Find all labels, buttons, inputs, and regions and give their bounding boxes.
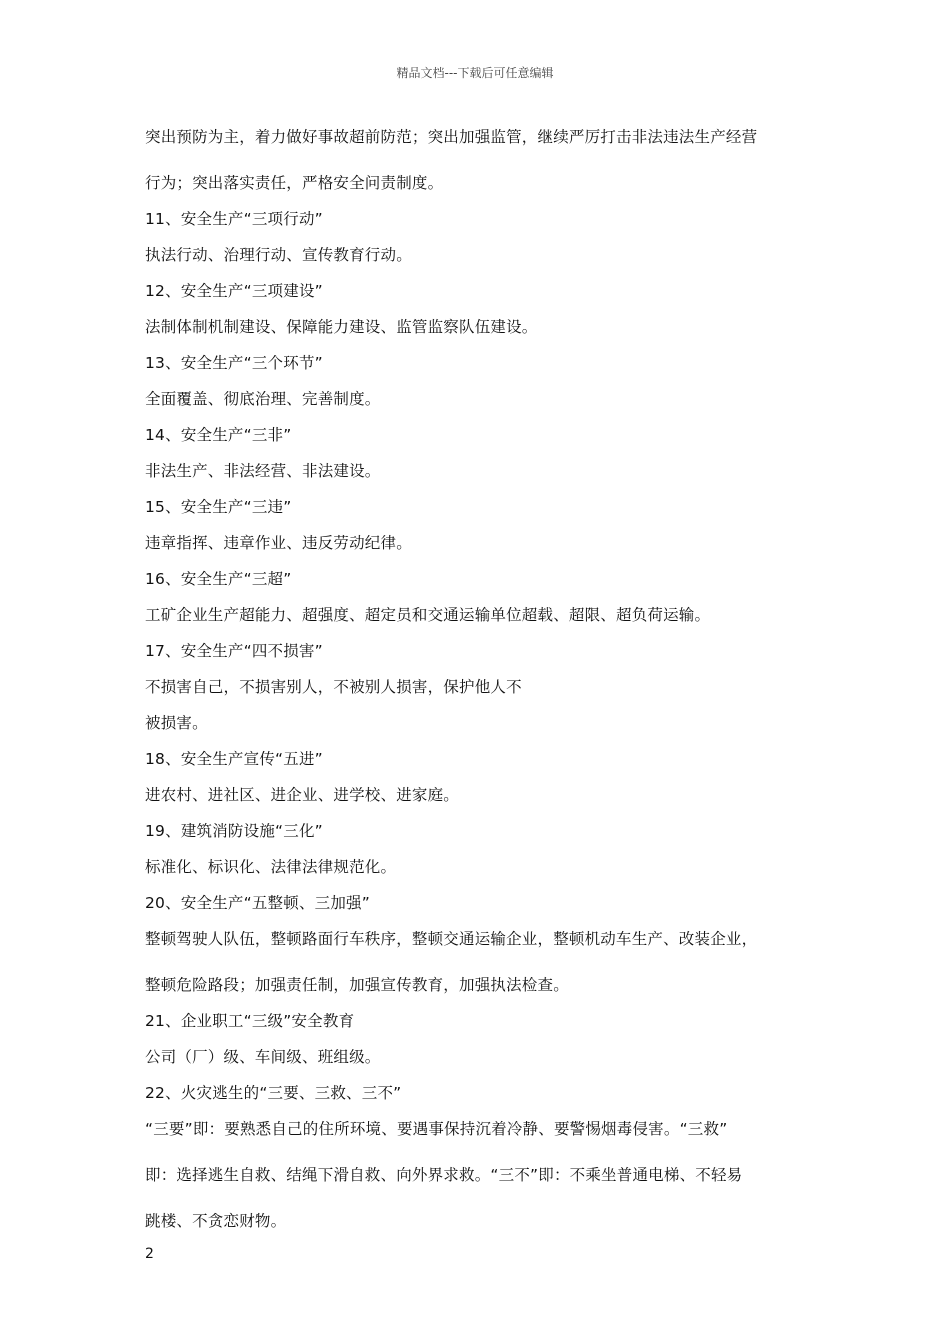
paragraph-line: 标准化、标识化、法律法律规范化。 (145, 858, 397, 876)
paragraph-line: 法制体制机制建设、保障能力建设、监管监察队伍建设。 (145, 318, 538, 336)
section-heading: 21、企业职工“三级”安全教育 (145, 1012, 355, 1030)
paragraph-line: 非法生产、非法经营、非法建设。 (145, 462, 381, 480)
paragraph-line: 整顿危险路段；加强责任制，加强宣传教育，加强执法检查。 (145, 976, 569, 994)
paragraph-line: “三要”即：要熟悉自己的住所环境、要遇事保持沉着冷静、要警惕烟毒侵害。“三救” (145, 1120, 728, 1138)
paragraph-line: 违章指挥、违章作业、违反劳动纪律。 (145, 534, 412, 552)
section-heading: 11、安全生产“三项行动” (145, 210, 323, 228)
section-heading: 22、火灾逃生的“三要、三救、三不” (145, 1084, 402, 1102)
section-heading: 17、安全生产“四不损害” (145, 642, 323, 660)
paragraph-line: 工矿企业生产超能力、超强度、超定员和交通运输单位超载、超限、超负荷运输。 (145, 606, 711, 624)
page-header: 精品文档---下载后可任意编辑 (396, 66, 554, 80)
paragraph-line: 跳楼、不贪恋财物。 (145, 1212, 287, 1230)
paragraph-line: 被损害。 (145, 714, 208, 732)
paragraph-line: 进农村、进社区、进企业、进学校、进家庭。 (145, 786, 460, 804)
paragraph-line: 不损害自己，不损害别人，不被别人损害，保护他人不 (145, 678, 522, 696)
section-heading: 18、安全生产宣传“五进” (145, 750, 323, 768)
section-heading: 20、安全生产“五整顿、三加强” (145, 894, 370, 912)
document-body (145, 122, 810, 1242)
section-heading: 15、安全生产“三违” (145, 498, 292, 516)
paragraph-line: 行为；突出落实责任，严格安全问责制度。 (145, 174, 444, 192)
section-heading: 12、安全生产“三项建设” (145, 282, 323, 300)
paragraph-line: 全面覆盖、彻底治理、完善制度。 (145, 390, 381, 408)
paragraph-line: 公司（厂）级、车间级、班组级。 (145, 1048, 381, 1066)
section-heading: 13、安全生产“三个环节” (145, 354, 323, 372)
paragraph-line: 整顿驾驶人队伍，整顿路面行车秩序，整顿交通运输企业，整顿机动车生产、改装企业， (145, 930, 758, 948)
section-heading: 19、建筑消防设施“三化” (145, 822, 323, 840)
paragraph-line: 即：选择逃生自救、结绳下滑自救、向外界求救。“三不”即：不乘坐普通电梯、不轻易 (145, 1166, 743, 1184)
section-heading: 16、安全生产“三超” (145, 570, 292, 588)
page-number: 2 (145, 1246, 154, 1262)
paragraph-line: 执法行动、治理行动、宣传教育行动。 (145, 246, 412, 264)
section-heading: 14、安全生产“三非” (145, 426, 292, 444)
paragraph-line: 突出预防为主，着力做好事故超前防范；突出加强监管，继续严厉打击非法违法生产经营 (145, 128, 758, 146)
